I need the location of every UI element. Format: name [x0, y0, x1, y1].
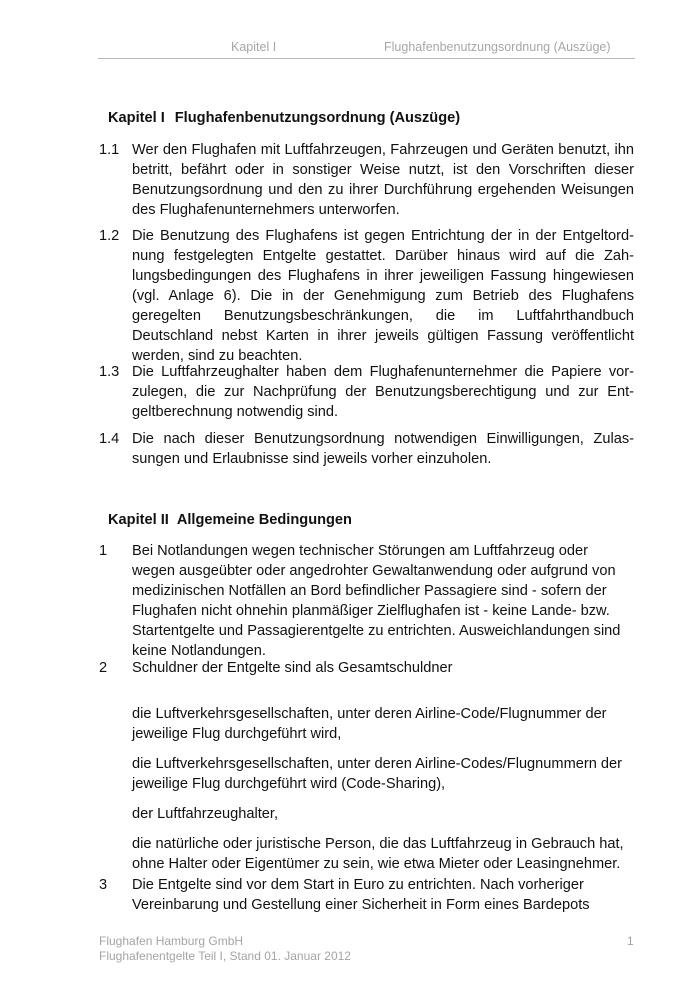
section-number: 1.1: [99, 142, 120, 158]
section-number: 1.3: [99, 364, 120, 380]
page-number: 1: [627, 934, 634, 948]
chapter-1-title: Flughafenbenutzungsordnung (Auszüge): [174, 110, 461, 126]
section-number: 2: [99, 660, 108, 676]
section-text: Die Benutzung des Flughafens ist gegen Entrichtung der in der Entgeltordnung festgelegten Entgelte gestattet. Darüber hinaus wird auf die Zahlungsbedingungen des Flughafens in ihrer jeweiligen Fassung hingewiesen (vgl. Anlage 6). Die in der Genehmigung zum Betrieb des Flughafens geregelten Benutzungsbeschränkungen, die im Luftfahrthandbuch Deutschland nebst Karten in ihrer jeweils gültigen Fassung veröffentlicht werden, sind zu beachten.: [132, 228, 634, 364]
debtor-item: der Luftfahrzeughalter,: [132, 806, 279, 822]
section-number: 3: [99, 877, 108, 893]
section-text: Die Entgelte sind vor dem Start in Euro zu entrichten. Nach vorheriger Vereinbarung und Gestellung einer Sicherheit in Form eines Bardepots: [132, 877, 590, 913]
footer-document-info: Flughafenentgelte Teil I, Stand 01. Januar 2012: [99, 949, 351, 963]
chapter-2-heading: [108, 512, 352, 528]
section-text: Die Luftfahrzeughalter haben dem Flughafenunternehmer die Papiere vorzulegen, die zur Nachprüfung der Benutzungsberechtigung und zur Entgeltberechnung notwendig sind.: [132, 364, 634, 420]
header-document-title: Flughafenbenutzungsordnung (Auszüge): [384, 40, 611, 54]
footer-company: Flughafen Hamburg GmbH: [99, 934, 244, 948]
debtor-item: die natürliche oder juristische Person, die das Luftfahrzeug in Gebrauch hat, ohne Halter oder Eigentümer zu sein, wie etwa Mieter oder Leasingnehmer.: [132, 836, 624, 872]
section-text: Schuldner der Entgelte sind als Gesamtschuldner: [132, 660, 453, 676]
section-text: Bei Notlandungen wegen technischer Störungen am Luftfahrzeug oder wegen ausgeübter oder angedrohter Gewaltanwendung oder aufgrund von medizinischen Notfällen an Bord befindlicher Passagiere sind - sofern der Flughafen nicht ohnehin planmäßiger Zielflughafen ist - keine Lande- bzw. Startentgelte und Passagierentgelte zu entrichten. Ausweichlandungen sind keine Notlandungen.: [132, 543, 621, 659]
section-text: Die nach dieser Benutzungsordnung notwendigen Einwilligungen, Zulassungen und Erlaubnisse sind jeweils vorher einzuholen.: [132, 431, 634, 467]
debtor-item: die Luftverkehrsgesellschaften, unter deren Airline-Code/Flugnummer der jeweilige Flug durchgeführt wird,: [132, 706, 607, 742]
section-text: Wer den Flughafen mit Luftfahrzeugen, Fahrzeugen und Geräten benutzt, ihn betritt, befährt oder in sonstiger Weise nutzt, ist den Vorschriften dieser Benutzungsordnung und den zu ihrer Durchführung ergehenden Weisungen des Flughafenunternehmers unterworfen.: [132, 142, 634, 218]
section-number: 1.2: [99, 228, 120, 244]
chapter-1-number: Kapitel I: [108, 110, 165, 126]
header-chapter-label: Kapitel I: [231, 40, 277, 54]
header-divider: [98, 58, 635, 59]
section-number: 1: [99, 543, 108, 559]
chapter-2-title: Allgemeine Bedingungen: [176, 512, 352, 528]
section-number: 1.4: [99, 431, 120, 447]
debtor-item: die Luftverkehrsgesellschaften, unter deren Airline-Codes/Flugnummern der jeweilige Flug durchgeführt wird (Code-Sharing),: [132, 756, 622, 792]
chapter-1-heading: [108, 110, 460, 126]
chapter-2-number: Kapitel II: [108, 512, 169, 528]
debtor-list: [132, 704, 628, 884]
